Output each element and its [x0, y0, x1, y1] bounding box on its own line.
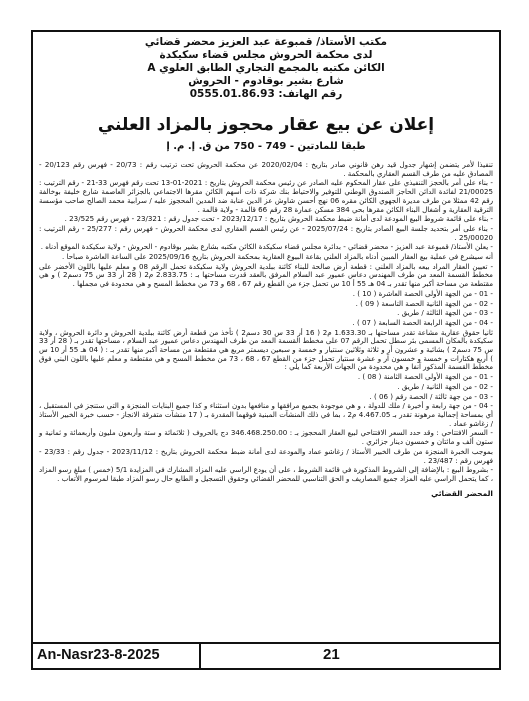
body-paragraph: بموجب الخبرة المنجزة من طرف الخبير الأستاذ / زغاشو عماد والمودعة لدى أمانة ضبط محكمة الحروش بتاريخ : 2023/11/12 - جدول رقم : 23/33 - فهرس رقم : 23/487 . [39, 446, 493, 465]
header-line: لدى محكمة الحروش مجلس قضاء سكيكدة [159, 49, 373, 61]
body-paragraph: - 03 - من جهة ثالثة / الحصة رقم ( 06 ) . [369, 391, 493, 401]
body-paragraph: - بناء على قائمة شروط البيع المودعة لدى أمانة ضبط محكمة الحروش بتاريخ : 2023/12/17 - تحت جدول رقم : 23/321 - فهرس رقم 23/525 . [64, 214, 493, 224]
body-paragraph: - 04 - من الجهة الرابعة الحصة السابعة ( 07 ) . [352, 317, 493, 327]
bailiff-header [39, 36, 493, 101]
body-paragraph: - بشروط البيع : بالإضافة إلى الشروط المذكورة في قائمة الشروط ، على أن يودع الراسي عليه المزاد المشارك في المزايدة 5/1 (خمس ) مبلغ رسو المزاد ، كما يتحمل الراسي عليه المزاد جميع المصاريف و الحق التناسبي للمحضر القضائي وحقوق التسجيل و الطابع حال رسو المزاد طبقا لمرسوم الأتعاب . [39, 465, 493, 483]
body-paragraph: - 03 - من الجهة الثالثة / طريق . [397, 308, 493, 318]
page-number: 21 [323, 646, 340, 663]
signer-label: المحضر القضائي [431, 488, 493, 498]
body-paragraph: أنه سيشرع في عملية بيع العقار المبين أدناه بالمزاد العلني بقاعة البيوع العقارية بمحكمة الحروش بتاريخ 2025/09/16 على الساعة العاشرة صباحا . [62, 252, 493, 262]
body-paragraph: - بناء على أمر بالحجز التنفيذي على عقار المحكوم عليه الصادر عن رئيس محكمة الحروش بتاريخ : 2021-01-13 تحت رقم فهرس 33-21 - رقم الترتيب : 21/00025 لفائدة الدائن الحاجز الصندوق الوطني للتوفير والاحتياط بنك شركة ذات أسهم الكائن مقرها الاجتماعي بالجزائر العاصمة شارع خليفة بوخالفة رقم 42 ممثلا من طرف مديرة الجهوي الكائن مقره 06 نهج أحسن شاوش عز الدين عنابة ضد المدين المحجوز عليه / سرابية محمد الصالح صاحب مؤسسة الترقية العقارية و أشغال البناء الكائن مقرها بحي 384 مسكن عمارة 28 رقم 66 قالمة - ولاية قالمة . [39, 178, 494, 214]
body-paragraph: - 01 - من الجهة الأولى الحصة العاشرة ( 10 ) . [352, 288, 493, 298]
body-paragraph: - السعر الافتتاحي : وقد حدد السعر الافتتاحي لبيع العقار المحجوز بـ : 346.468.250.00 دج بالحروف ( ثلاثمائة و ستة وأربعون مليون وأربعمائة و ثمانية و ستون ألف و مائتان و خمسون دينار جزائري . [39, 428, 493, 447]
notice-content [39, 36, 493, 642]
body-paragraph: - 04 - من جهة رابعة و أخيرة / ملك للدولة ، و هي موجودة بجميع مرافقها و منافعها بدون استثناء و كذا جميع البنايات المنجزة و التي ستنجز في المستقبل ، أي بمساحة إجمالية مرهونة تقدر بـ 4.467.05 م2 ، بما في ذلك المنشآت المبنية فوقهما المقدرة بـ ( 17 منشآت متفرقة الانجاز - حسب خبرة الخبير الأستاذ / زغاشو عماد . [39, 401, 494, 428]
body-paragraph: - 02 - من الجهة الثانية الحصة التاسعة ( 09 ) . [355, 298, 493, 308]
footer-bar [33, 642, 499, 668]
publication-stamp: An-Nasr23-8-2025 [33, 644, 201, 668]
body-paragraph: - 02 - من الجهة الثانية / طريق . [397, 381, 493, 391]
notice-title: إعلان عن بيع عقار محجوز بالمزاد العلني [97, 115, 435, 135]
header-line: رقم الهاتف: 0555.01.86.93 [189, 88, 343, 100]
body-paragraph: تنفيذا لأمر يتضمن إشهار جدول قيد رهن قانوني صادر بتاريخ : 2020/02/04 عن محكمة الحروش تحت ترتيب رقم : 20/73 - فهرس رقم 20/123 - المصادق عليه من طرف القسم العقاري بالمحكمة . [39, 160, 493, 178]
notice-body [39, 161, 493, 498]
body-paragraph: ثانيا حقوق عقارية مشاعة تقدر مساحتها بـ 1.633.30 م2 ( 16 أر 33 س 30 دسم2 ) تأخذ من قطعة أرض كائنة ببلدية الحروش و دائرة الحروش ، ولاية سكيكدة بالمكان المسمى بئر سطل تحمل الرقم 07 على مخطط القسمة المعد من طرف المهندس دعاس عميور عبد السلام ، مساحتها تقدر بـ ( 28 أر 33 س 75 دسم2 ) بشائبة و عشرون أر و ثلاثة وثلاثين سنتيار و خمسة و سبعين ديسمتر مربع هي مقتطعة من مساحة أكبر منها تقدر بـ : ( 04 هـ 55 أر 10 س ) أربع هكتارات و خمسة و خمسون آر و عشرة سنتيار تحمل جزء من القطع 67 ، 68 ، 73 من مخطط المسح و هي مقتطعة و معلم عليها باللون البني فوق مخطط القسمة المذكور آنفا و هي محدودة من الجهات الأربعة كما يلي : [39, 327, 493, 372]
header-line: الكائن مكتبه بالمجمع التجاري الطابق العلوي A [147, 62, 385, 74]
body-paragraph: - تعيين العقار المراد بيعه بالمزاد العلني : قطعة أرض صالحة للبناء كائنة ببلدية الحروش ولاية سكيكدة تحمل الرقم 08 و معلم عليها باللون الأخضر على مخطط القسمة المعد من طرف المهندس دعاس عميور عبد السلام المرفق بالعقد قدرت مساحتها بـ : 2.833.75 م2 ( 28 أر 33 س 75 دسم2 ) و هي مقتطعة من مساحة أكبر منها تقدر بـ 04 هـ 55 أ 10 س تحمل جزء من القطع رقم 67 ، 68 و 73 من مخطط المسح و هي محدودة في مجملها . [39, 261, 493, 289]
header-line: مكتب الأستاذ/ قمبوعة عبد العزيز محضر قضائي [144, 36, 388, 48]
notice-frame [31, 30, 501, 670]
body-paragraph: - 01 - من الجهة الأولى الحصة الثامنة ( 08 ) . [357, 372, 493, 382]
body-paragraph: - يعلن الأستاذ/ قمبوعة عبد العزيز - محضر قضائي - بدائرة مجلس قضاء سكيكدة الكائن مكتبه بشارع بشير بوقادوم - الحروش - ولاية سكيكدة الموقع أدناه . [40, 242, 493, 252]
header-line: شارع بشير بوقادوم - الحروش [188, 75, 344, 87]
body-paragraph: - بناء على أمر بتحديد جلسة البيع الصادر بتاريخ : 2025/07/24 - عن رئيس القسم العقاري لدى محكمة الحروش - فهرس رقم : 25/277 - رقم الترتيب : 25/00020 . [39, 223, 494, 242]
notice-subtitle: طبقا للمادتين - 749 - 750 من ق. إ. م. إ [166, 141, 366, 152]
